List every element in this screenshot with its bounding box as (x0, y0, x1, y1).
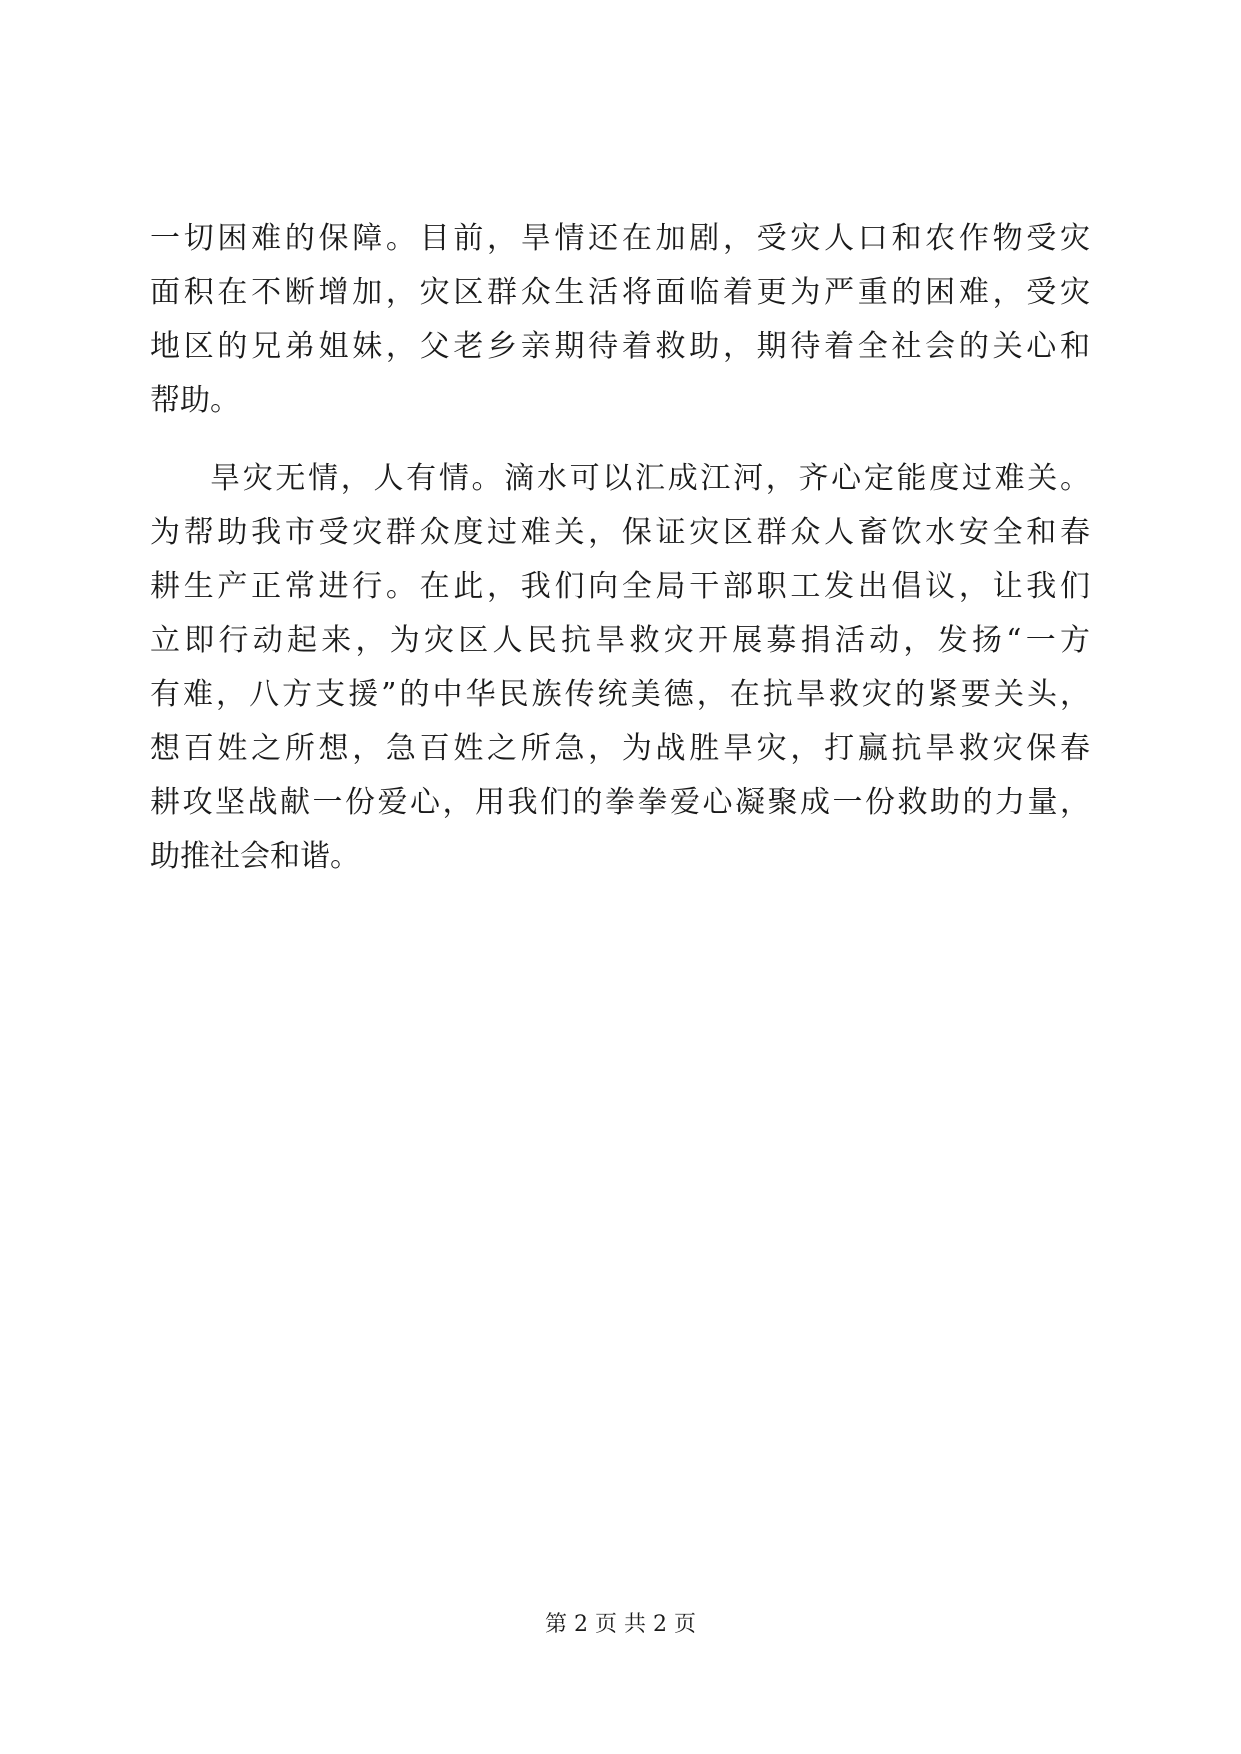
text-line: 有难，八方支援”的中华民族传统美德，在抗旱救灾的紧要关头， (150, 677, 1090, 712)
paragraph-spacer (150, 428, 1090, 452)
text-line: 地区的兄弟姐妹，父老乡亲期待着救助，期待着全社会的关心和 (150, 329, 1090, 364)
text-line: 一切困难的保障。目前，旱情还在加剧，受灾人口和农作物受灾 (150, 221, 1090, 256)
text-line: 面积在不断增加，灾区群众生活将面临着更为严重的困难，受灾 (150, 275, 1090, 310)
paragraph-1 (150, 212, 1090, 428)
text-line: 帮助。 (150, 383, 240, 418)
text-line: 助推社会和谐。 (150, 839, 360, 874)
paragraph-2 (150, 452, 1090, 884)
text-line: 旱灾无情，人有情。滴水可以汇成江河，齐心定能度过难关。 (210, 461, 1090, 496)
text-line: 想百姓之所想，急百姓之所急，为战胜旱灾，打赢抗旱救灾保春 (150, 731, 1090, 766)
text-line: 立即行动起来，为灾区人民抗旱救灾开展募捐活动，发扬“一方 (150, 623, 1090, 658)
page-footer (0, 1610, 1241, 1640)
text-line: 耕攻坚战献一份爱心，用我们的拳拳爱心凝聚成一份救助的力量， (150, 785, 1090, 820)
text-line: 为帮助我市受灾群众度过难关，保证灾区群众人畜饮水安全和春 (150, 515, 1090, 550)
document-body (150, 212, 1090, 884)
text-line: 耕生产正常进行。在此，我们向全局干部职工发出倡议，让我们 (150, 569, 1090, 604)
page-number-label: 第 2 页 共 2 页 (545, 1612, 696, 1637)
